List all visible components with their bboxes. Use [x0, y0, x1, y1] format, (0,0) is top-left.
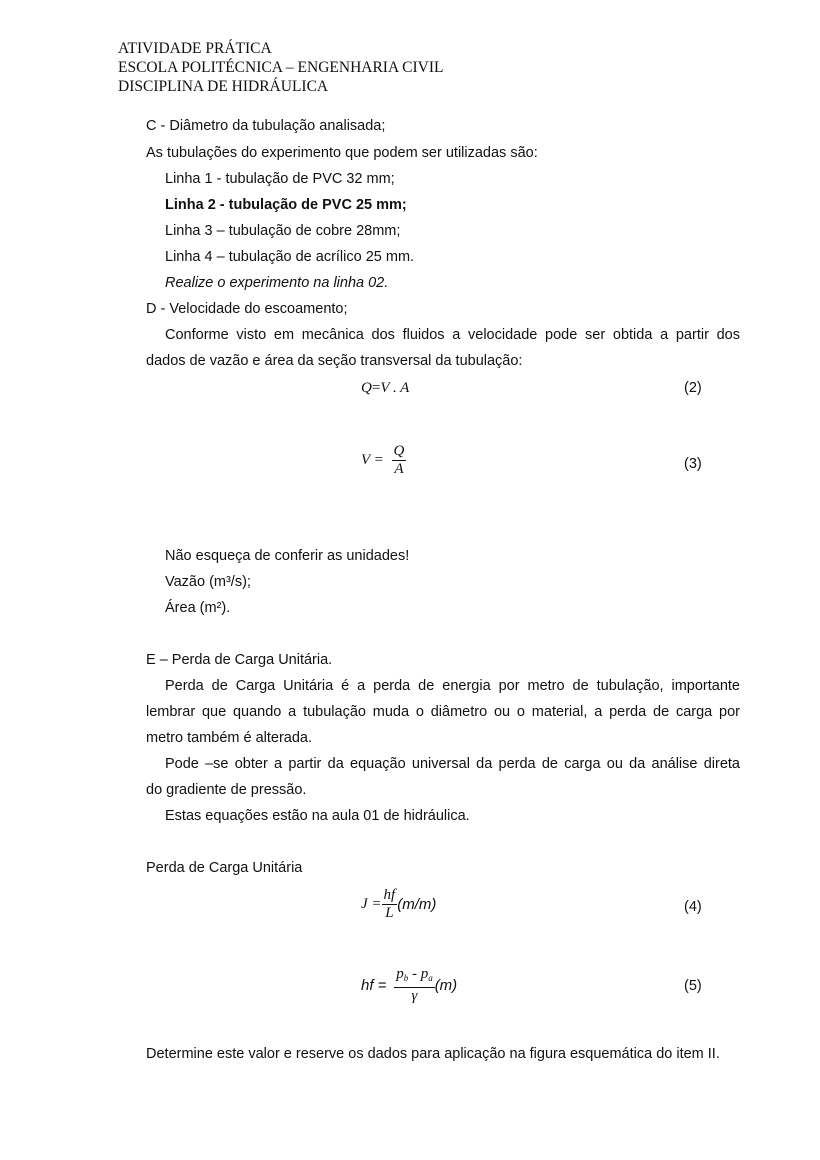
experiment-note: Realize o experimento na linha 02. [165, 275, 389, 291]
eq4-denominator: L [385, 905, 394, 921]
header-line-2: ESCOLA POLITÉCNICA – ENGENHARIA CIVIL [118, 59, 444, 76]
section-d-title: D - Velocidade do escoamento; [146, 301, 348, 317]
section-e-conclusion: Determine este valor e reserve os dados para aplicação na figura esquemática do item II. [146, 1046, 720, 1062]
equation-2 [361, 380, 409, 397]
eq2-rhs: V . A [380, 380, 410, 396]
header-line-3: DISCIPLINA DE HIDRÁULICA [118, 78, 329, 95]
equation-5-number: (5) [684, 978, 702, 994]
eq4-lhs: J = [361, 896, 382, 912]
eq5-p-b: p [396, 966, 404, 982]
eq3-denominator: A [394, 461, 404, 477]
section-d-paragraph-line-1: Conforme visto em mecânica dos fluidos a velocidade pode ser obtida a partir dos [165, 327, 740, 343]
section-d-paragraph-line-2: dados de vazão e área da seção transversal da tubulação: [146, 353, 523, 369]
equation-3-number: (3) [684, 456, 702, 472]
eq3-numerator: Q [393, 443, 405, 459]
equation-4-number: (4) [684, 899, 702, 915]
pipe-line-2: Linha 2 - tubulação de PVC 25 mm; [165, 197, 407, 213]
section-e-title: E – Perda de Carga Unitária. [146, 652, 333, 668]
equation-4 [361, 887, 436, 922]
section-e-p1-line-1: Perda de Carga Unitária é a perda de energia por metro de tubulação, importante [165, 678, 740, 694]
section-e-subtitle: Perda de Carga Unitária [146, 860, 303, 876]
section-e-p1-line-3: metro também é alterada. [146, 730, 313, 746]
eq4-numerator: hf [383, 887, 396, 903]
section-e-p3: Estas equações estão na aula 01 de hidráulica. [165, 808, 470, 824]
eq5-minus: - [408, 966, 421, 982]
eq2-lhs: Q [361, 380, 372, 396]
eq4-unit: (m/m) [397, 896, 437, 913]
units-reminder: Não esqueça de conferir as unidades! [165, 548, 410, 564]
eq2-equals: = [371, 380, 381, 396]
pipe-line-4: Linha 4 – tubulação de acrílico 25 mm. [165, 249, 415, 265]
section-e-p1-line-2: lembrar que quando a tubulação muda o diâmetro ou o material, a perda de carga por [146, 704, 740, 720]
eq5-sub-b: b [403, 973, 409, 983]
header-line-1: ATIVIDADE PRÁTICA [118, 40, 272, 57]
equation-2-number: (2) [684, 380, 702, 396]
section-c-intro: As tubulações do experimento que podem ser utilizadas são: [146, 145, 538, 161]
section-c-title: C - Diâmetro da tubulação analisada; [146, 118, 386, 134]
eq3-fraction [392, 443, 407, 478]
unit-flow: Vazão (m³/s); [165, 574, 251, 590]
eq5-denominator: γ [411, 988, 418, 1004]
equation-5 [361, 966, 457, 1005]
eq4-fraction [382, 887, 398, 922]
eq5-fraction [394, 966, 435, 1005]
pipe-line-3: Linha 3 – tubulação de cobre 28mm; [165, 223, 401, 239]
eq3-lhs: V = [361, 452, 384, 468]
eq5-unit: (m) [434, 977, 458, 994]
eq5-sub-a: a [428, 973, 433, 983]
eq5-numerator [394, 966, 435, 988]
eq5-lhs: hf = [361, 977, 387, 994]
eq5-p-a: p [420, 966, 429, 982]
section-e-p2-line-2: do gradiente de pressão. [146, 782, 307, 798]
pipe-line-1: Linha 1 - tubulação de PVC 32 mm; [165, 171, 395, 187]
section-e-p2-line-1: Pode –se obter a partir da equação universal da perda de carga ou da análise direta [165, 756, 740, 772]
equation-3 [361, 443, 406, 478]
unit-area: Área (m²). [165, 600, 231, 616]
